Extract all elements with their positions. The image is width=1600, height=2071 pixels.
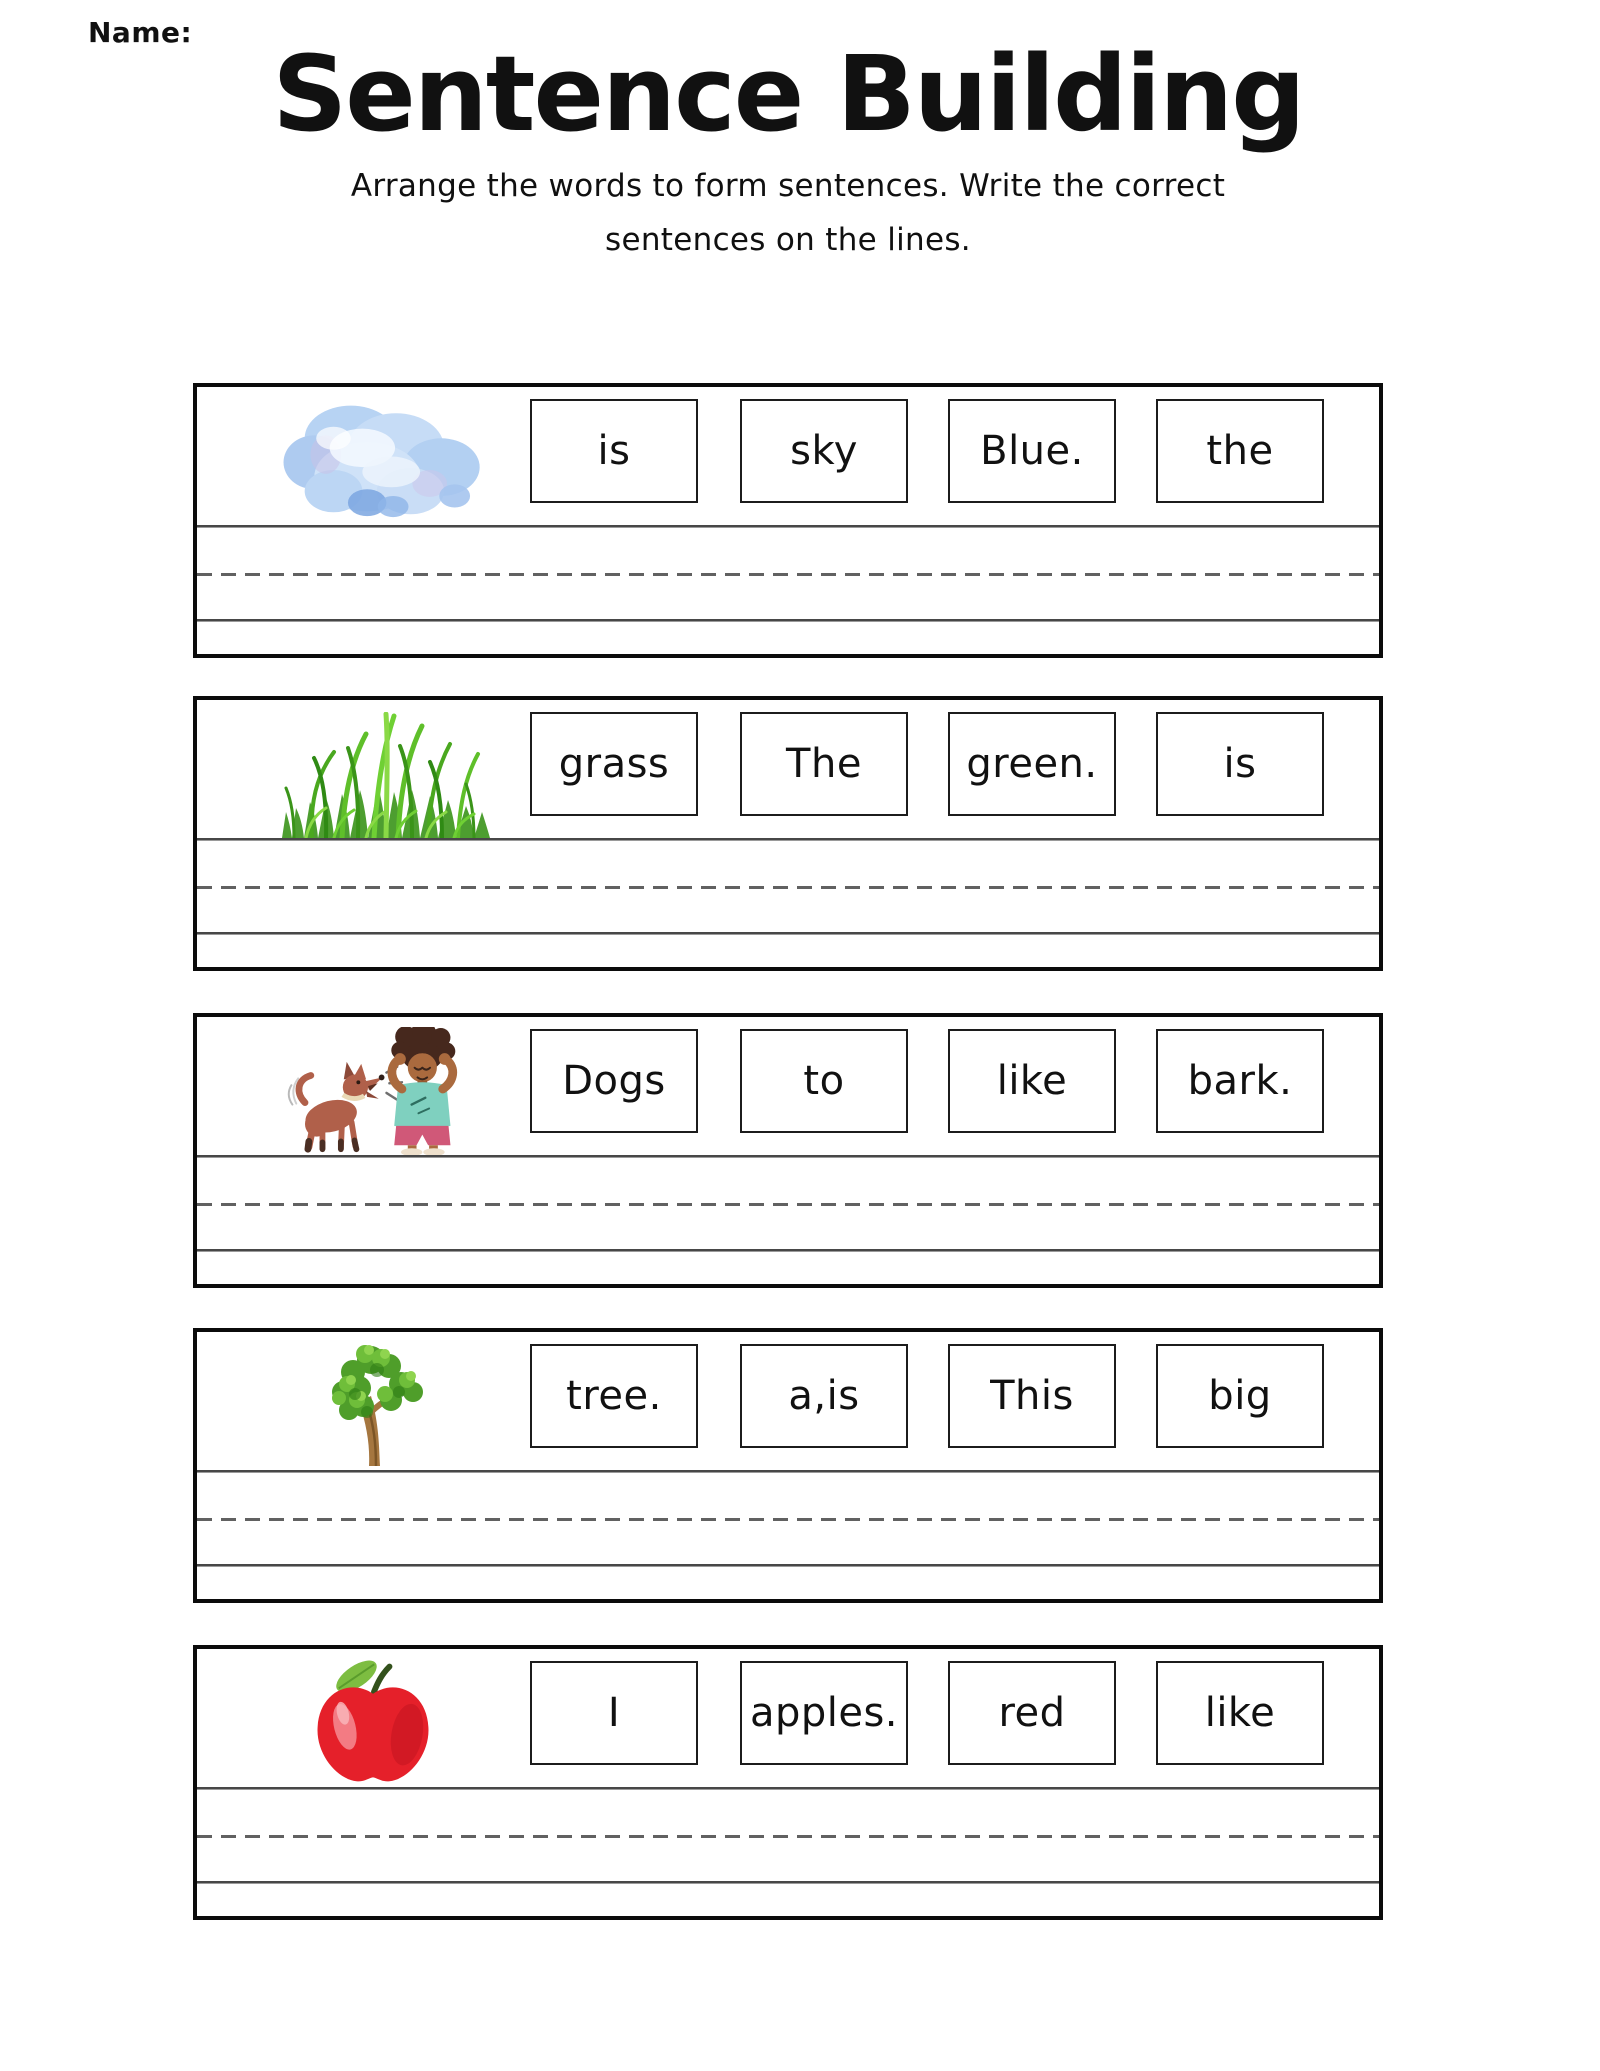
word-card[interactable]: is xyxy=(530,399,698,503)
writing-line-dashed xyxy=(197,1835,1379,1838)
exercise-row-cloud xyxy=(193,383,1383,658)
writing-line-solid xyxy=(197,619,1379,622)
exercise-row-tree xyxy=(193,1328,1383,1603)
instructions-line-2: sentences on the lines. xyxy=(605,222,971,258)
exercise-row-apple xyxy=(193,1645,1383,1920)
word-card[interactable]: Dogs xyxy=(530,1029,698,1133)
word-card[interactable]: red xyxy=(948,1661,1116,1765)
writing-line-solid xyxy=(197,1470,1379,1473)
writing-line-dashed xyxy=(197,1518,1379,1521)
page-title: Sentence Building xyxy=(272,33,1304,155)
tree-icon xyxy=(318,1340,430,1466)
word-card[interactable]: big xyxy=(1156,1344,1324,1448)
word-card[interactable]: green. xyxy=(948,712,1116,816)
writing-line-solid xyxy=(197,1155,1379,1158)
word-card[interactable]: like xyxy=(948,1029,1116,1133)
word-card[interactable]: This xyxy=(948,1344,1116,1448)
word-card[interactable]: the xyxy=(1156,399,1324,503)
word-card[interactable]: apples. xyxy=(740,1661,908,1765)
name-label: Name: xyxy=(88,16,193,49)
writing-line-solid xyxy=(197,1249,1379,1252)
word-card[interactable]: to xyxy=(740,1029,908,1133)
dog-barking-at-child-illustration xyxy=(285,1027,485,1155)
exercise-row-dog xyxy=(193,1013,1383,1288)
writing-line-solid xyxy=(197,838,1379,841)
instructions-line-1: Arrange the words to form sentences. Write the correct xyxy=(350,168,1226,204)
word-card[interactable]: like xyxy=(1156,1661,1324,1765)
word-card[interactable]: tree. xyxy=(530,1344,698,1448)
writing-line-solid xyxy=(197,1564,1379,1567)
grass-icon xyxy=(282,712,490,838)
grass-illustration xyxy=(282,712,490,838)
cloud-icon xyxy=(274,395,494,520)
writing-line-dashed xyxy=(197,1203,1379,1206)
apple-illustration xyxy=(300,1653,446,1789)
apple-icon xyxy=(300,1653,446,1789)
tree-illustration xyxy=(318,1340,430,1466)
writing-line-solid xyxy=(197,1881,1379,1884)
word-card[interactable]: bark. xyxy=(1156,1029,1324,1133)
writing-line-dashed xyxy=(197,573,1379,576)
dog-and-child-icon xyxy=(285,1027,485,1155)
word-card[interactable]: grass xyxy=(530,712,698,816)
word-card[interactable]: The xyxy=(740,712,908,816)
word-card[interactable]: sky xyxy=(740,399,908,503)
word-card[interactable]: a,is xyxy=(740,1344,908,1448)
writing-line-solid xyxy=(197,932,1379,935)
word-card[interactable]: I xyxy=(530,1661,698,1765)
word-card[interactable]: Blue. xyxy=(948,399,1116,503)
exercise-row-grass xyxy=(193,696,1383,971)
writing-line-dashed xyxy=(197,886,1379,889)
word-card[interactable]: is xyxy=(1156,712,1324,816)
cloud-illustration xyxy=(274,395,494,520)
writing-line-solid xyxy=(197,525,1379,528)
writing-line-solid xyxy=(197,1787,1379,1790)
